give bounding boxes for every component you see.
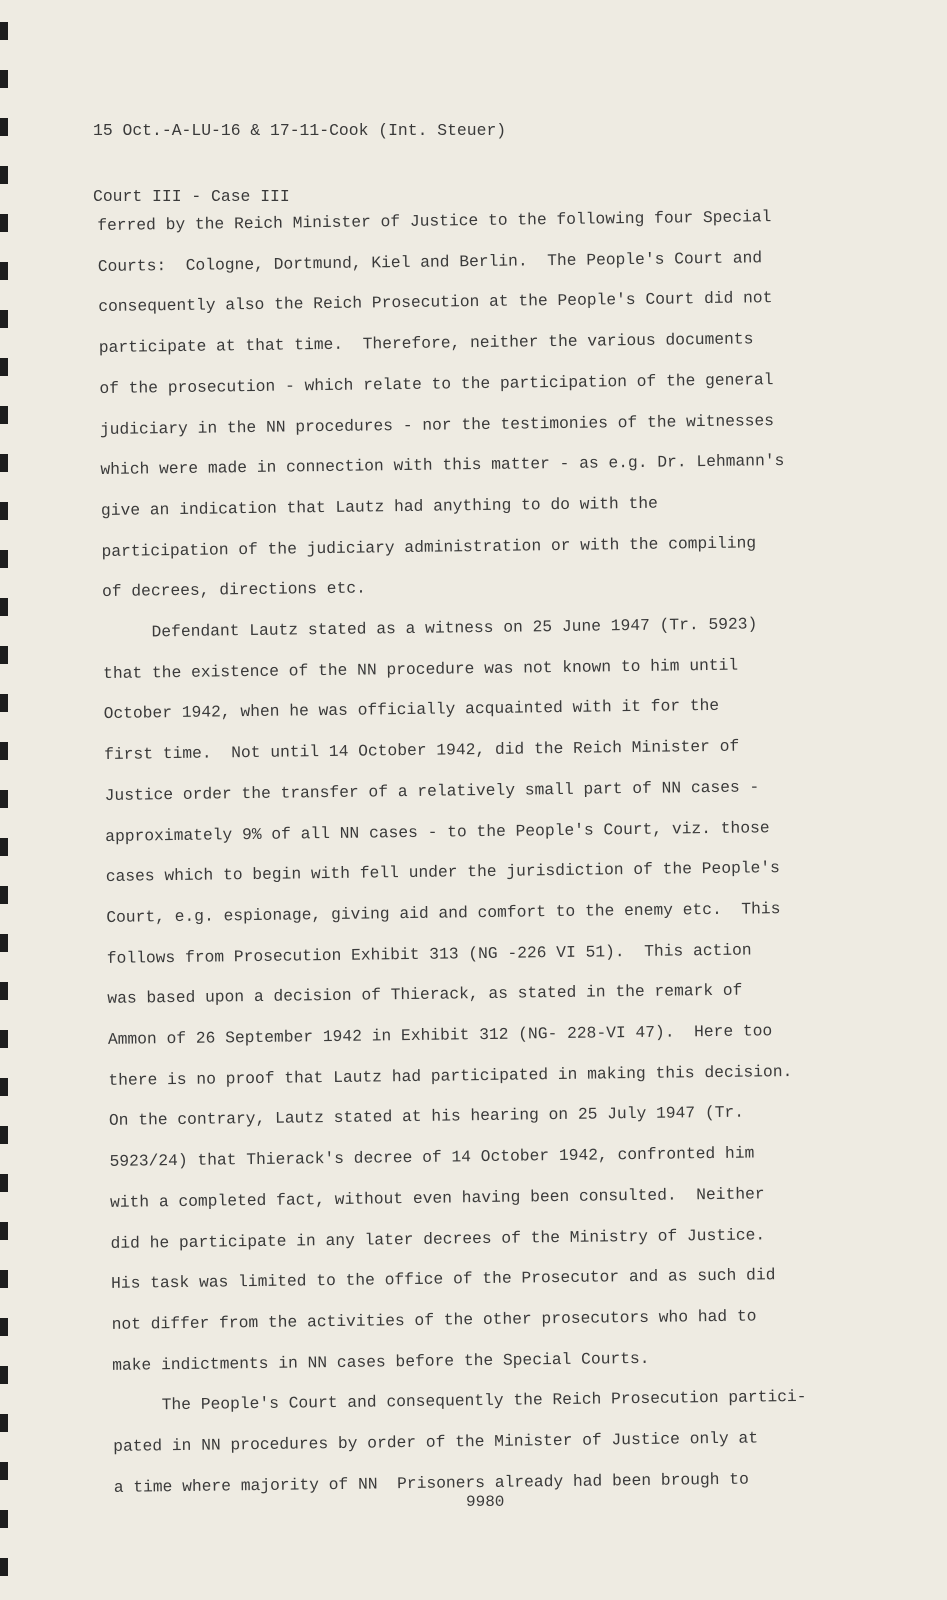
text-line: His task was limited to the office of the Prosecutor and as such did bbox=[110, 1265, 776, 1294]
text-line: judiciary in the NN procedures - nor the testimonies of the witnesses bbox=[99, 410, 775, 439]
text-line: with a completed fact, without even having been consulted. Neither bbox=[109, 1184, 765, 1212]
text-line: October 1942, when he was officially acquainted with it for the bbox=[103, 696, 720, 724]
text-line: did he participate in any later decrees of the Ministry of Justice. bbox=[110, 1224, 766, 1253]
text-line: not differ from the activities of the other prosecutors who had to bbox=[111, 1306, 757, 1334]
document-body bbox=[97, 196, 874, 1508]
text-line: approximately 9% of all NN cases - to the People's Court, viz. those bbox=[105, 817, 770, 846]
text-line: participate at that time. Therefore, neither the various documents bbox=[98, 329, 754, 358]
text-line: Courts: Cologne, Dortmund, Kiel and Berlin. The People's Court and bbox=[97, 248, 763, 276]
text-line: make indictments in NN cases before the Special Courts. bbox=[112, 1348, 650, 1375]
text-line: participation of the judiciary administration or with the compiling bbox=[101, 533, 757, 561]
text-line: of the prosecution - which relate to the participation of the general bbox=[99, 369, 774, 398]
text-line: Justice order the transfer of a relatively small part of NN cases - bbox=[104, 777, 760, 805]
header-court: Court III - Case III bbox=[93, 187, 290, 206]
text-line: first time. Not until 14 October 1942, did the Reich Minister of bbox=[104, 736, 740, 765]
text-line: The People's Court and consequently the Reich Prosecution partici- bbox=[161, 1387, 807, 1415]
text-line: of decrees, directions etc. bbox=[101, 578, 366, 602]
text-line: was based upon a decision of Thierack, as stated in the remark of bbox=[107, 980, 743, 1009]
text-line: ferred by the Reich Minister of Justice to the following four Special bbox=[97, 207, 772, 235]
header-case-reference: 15 Oct.-A-LU-16 & 17-11-Cook (Int. Steuer) bbox=[93, 121, 507, 140]
text-line: follows from Prosecution Exhibit 313 (NG -226 VI 51). This action bbox=[106, 940, 752, 968]
text-line: cases which to begin with fell under the jurisdiction of the People's bbox=[105, 858, 781, 887]
text-line: a time where majority of NN Prisoners already had been brough to bbox=[113, 1469, 749, 1497]
text-line: give an indication that Lautz had anything to do with the bbox=[100, 493, 658, 520]
text-line: which were made in connection with this matter - as e.g. Dr. Lehmann's bbox=[100, 451, 785, 480]
text-line: On the contrary, Lautz stated at his hearing on 25 July 1947 (Tr. bbox=[108, 1103, 745, 1131]
binding-edge bbox=[0, 0, 8, 1600]
page-number: 9980 bbox=[466, 1493, 505, 1511]
text-line: consequently also the Reich Prosecution at the People's Court did not bbox=[98, 288, 773, 317]
text-line: there is no proof that Lautz had participated in making this decision. bbox=[108, 1061, 793, 1090]
text-line: that the existence of the NN procedure was not known to him until bbox=[102, 655, 739, 683]
text-line: 5923/24) that Thierack's decree of 14 October 1942, confronted him bbox=[109, 1143, 755, 1172]
text-line: Ammon of 26 September 1942 in Exhibit 312 (NG- 228-VI 47). Here too bbox=[107, 1021, 773, 1049]
text-line: pated in NN procedures by order of the Minister of Justice only at bbox=[113, 1428, 759, 1456]
text-line: Defendant Lautz stated as a witness on 25 June 1947 (Tr. 5923) bbox=[151, 614, 758, 642]
text-line: Court, e.g. espionage, giving aid and comfort to the enemy etc. This bbox=[106, 899, 781, 927]
